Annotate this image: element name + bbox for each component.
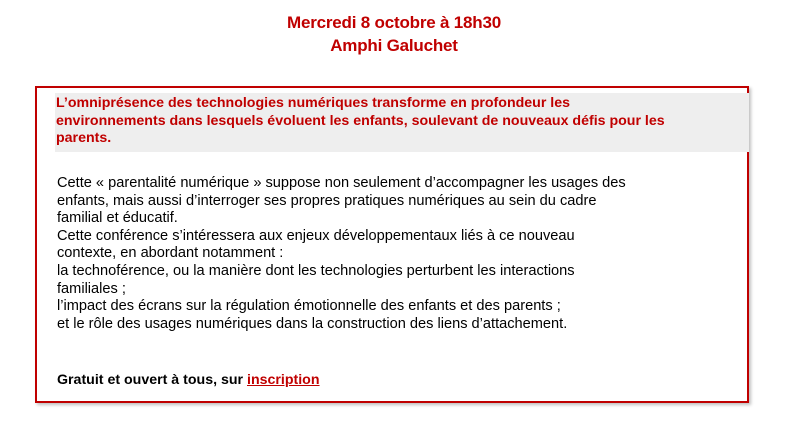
body-line: l’impact des écrans sur la régulation émotionnelle des enfants et des parents ;	[57, 298, 561, 315]
body-line: familial et éducatif.	[57, 210, 178, 227]
event-date: Mercredi 8 octobre à 18h30	[286, 13, 501, 32]
intro-line: parents.	[56, 130, 112, 147]
event-header	[0, 11, 788, 57]
body-line: et le rôle des usages numériques dans la construction des liens d’attachement.	[57, 315, 568, 332]
description-paragraph	[57, 175, 747, 333]
registration-prefix: Gratuit et ouvert à tous, sur	[57, 372, 247, 388]
body-line: contexte, en abordant notamment :	[57, 245, 284, 262]
registration-line	[57, 371, 320, 389]
body-line: enfants, mais aussi d’interroger ses propres pratiques numériques au sein du cadre	[57, 192, 597, 209]
body-line: la technoférence, ou la manière dont les technologies perturbent les interactions	[57, 262, 575, 279]
body-line: Cette « parentalité numérique » suppose non seulement d’accompagner les usages des	[57, 175, 626, 191]
inscription-link[interactable]: inscription	[247, 372, 320, 388]
intro-line: L’omniprésence des technologies numériques transforme en profondeur les	[56, 95, 571, 111]
body-line: Cette conférence s’intéressera aux enjeux développementaux liés à ce nouveau	[57, 227, 575, 244]
body-line: familiales ;	[57, 280, 126, 297]
event-venue: Amphi Galuchet	[330, 36, 458, 55]
intro-paragraph	[56, 95, 746, 148]
intro-line: environnements dans lesquels évoluent les enfants, soulevant de nouveaux défis pour les	[56, 112, 665, 129]
